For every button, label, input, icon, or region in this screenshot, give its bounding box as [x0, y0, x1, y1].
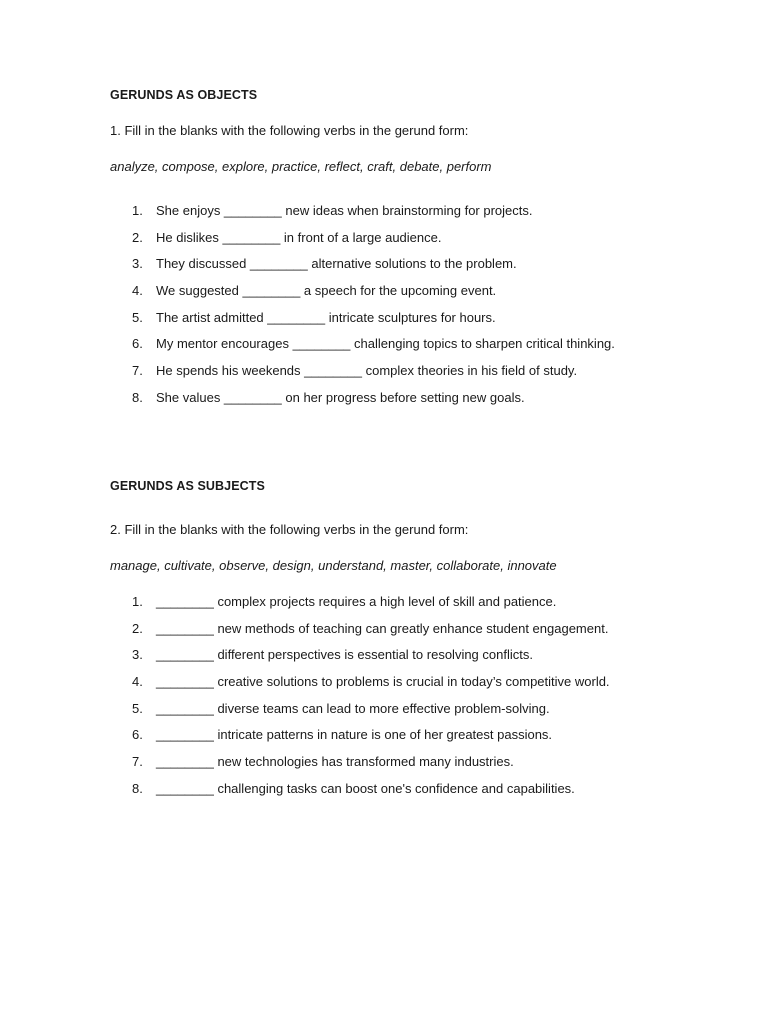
- item-sentence: ________ complex projects requires a high level of skill and patience.: [156, 594, 557, 609]
- section2-heading: GERUNDS AS SUBJECTS: [110, 479, 265, 493]
- item-sentence: He spends his weekends ________ complex theories in his field of study.: [156, 363, 578, 379]
- item-number: 3.: [132, 256, 143, 272]
- item-sentence: She enjoys ________ new ideas when brainstorming for projects.: [156, 203, 533, 218]
- item-number: 3.: [132, 647, 143, 663]
- item-number: 1.: [132, 203, 143, 218]
- item-number: 5.: [132, 309, 143, 325]
- section1-heading: GERUNDS AS OBJECTS: [110, 88, 258, 102]
- item-number: 1.: [132, 594, 143, 609]
- section1-instruction: 1. Fill in the blanks with the following verbs in the gerund form:: [110, 123, 469, 138]
- item-number: 7.: [132, 363, 143, 379]
- item-number: 4.: [132, 283, 143, 299]
- item-sentence: ________ creative solutions to problems is crucial in today’s competitive world.: [156, 674, 610, 690]
- section2-instruction: 2. Fill in the blanks with the following verbs in the gerund form:: [110, 522, 469, 537]
- item-sentence: We suggested ________ a speech for the upcoming event.: [156, 283, 497, 299]
- item-number: 4.: [132, 674, 143, 690]
- item-sentence: The artist admitted ________ intricate sculptures for hours.: [156, 309, 496, 325]
- item-sentence: My mentor encourages ________ challenging topics to sharpen critical thinking.: [156, 336, 615, 352]
- item-number: 6.: [132, 336, 143, 352]
- item-sentence: ________ new technologies has transformed many industries.: [156, 754, 514, 770]
- item-number: 8.: [132, 780, 143, 796]
- item-sentence: ________ diverse teams can lead to more effective problem-solving.: [156, 700, 550, 716]
- item-sentence: ________ intricate patterns in nature is one of her greatest passions.: [156, 727, 553, 743]
- item-number: 2.: [132, 229, 143, 245]
- item-number: 6.: [132, 727, 143, 743]
- section2-word-list: manage, cultivate, observe, design, understand, master, collaborate, innovate: [110, 558, 557, 573]
- section1-word-list: analyze, compose, explore, practice, reflect, craft, debate, perform: [110, 159, 492, 174]
- item-sentence: They discussed ________ alternative solutions to the problem.: [156, 256, 517, 272]
- item-sentence: He dislikes ________ in front of a large audience.: [156, 229, 442, 245]
- item-sentence: ________ different perspectives is essential to resolving conflicts.: [156, 647, 533, 663]
- item-sentence: ________ new methods of teaching can greatly enhance student engagement.: [156, 620, 609, 636]
- item-number: 2.: [132, 620, 143, 636]
- item-sentence: ________ challenging tasks can boost one's confidence and capabilities.: [156, 780, 575, 796]
- item-number: 7.: [132, 754, 143, 770]
- item-number: 8.: [132, 389, 143, 405]
- item-sentence: She values ________ on her progress before setting new goals.: [156, 389, 525, 405]
- item-number: 5.: [132, 700, 143, 716]
